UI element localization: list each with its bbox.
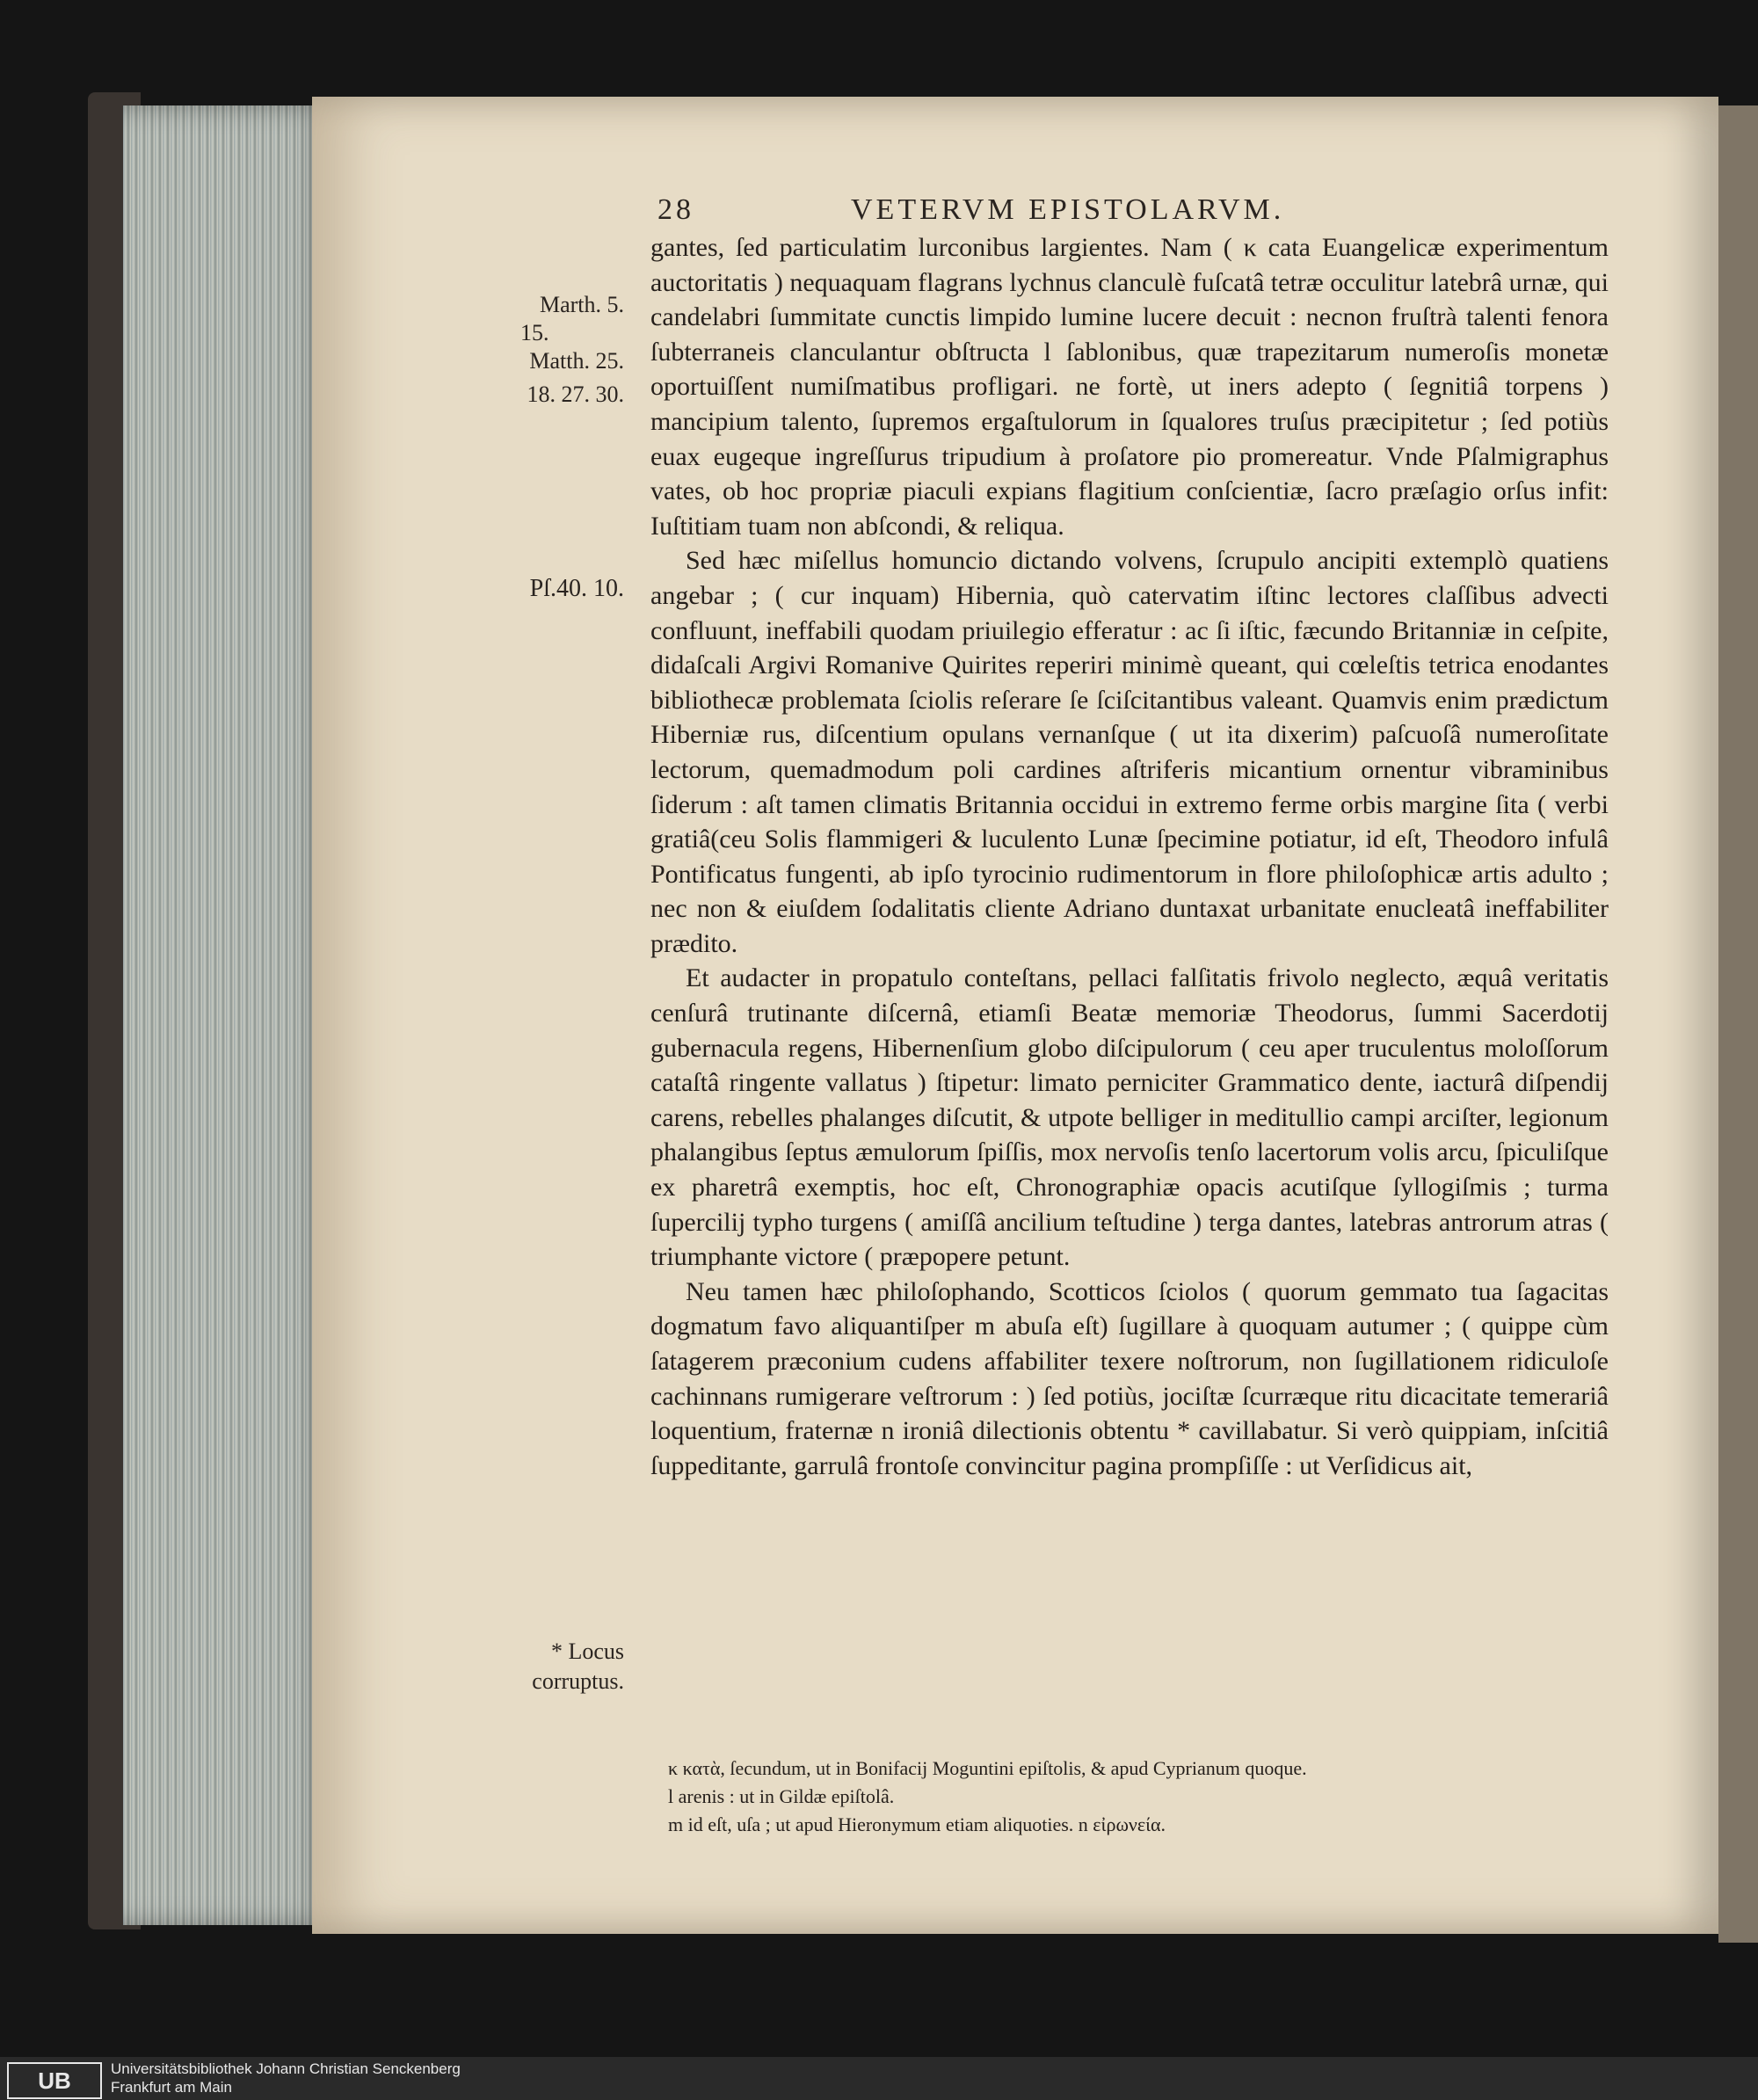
library-footer — [0, 2057, 1758, 2100]
margin-note: 15. — [520, 320, 549, 345]
margin-note: * Locus — [550, 1639, 624, 1664]
running-title: VETERVM EPISTOLARVM. — [851, 193, 1285, 226]
facing-page-edge — [1718, 105, 1758, 1943]
page-number: 28 — [657, 193, 694, 226]
paragraph: Sed hæc miſellus homuncio dictando volvens, ſcrupulo ancipiti extemplò quatiens angebar ; ( cur inquam) Hibernia, quò catervatim iſtinc lectores claſſibus advecti confluunt, ineffabili quodam priuilegio efferatur : ac ſi iſtic, fæcundo Britanniæ in ceſpite, didaſcali Argivi Romanive Quirites reperiri minimè queant, qui cœleſtis tetrica enodantes bibliothecæ problemata ſciolis reſerare ſe ſciſcitantibus valeant. Quamvis enim prædictum Hiberniæ rus, diſcentium opulans vernanſque ( ut ita dixerim) paſcuoſâ numeroſitate lectorum, quemadmodum poli cardines aſtriferis micantium ornentur vibraminibus ſiderum : aſt tamen climatis Britannia occidui in extremo ferme orbis margine ſita ( verbi gratiâ(ceu Solis flammigeri & luculento Lunæ ſpecimine potiatur, id eſt, Theodoro infulâ Pontificatus fungenti, ab ipſo tyrocinio rudimentorum in flore philoſophicæ artis adulto ; nec non & eiuſdem ſodalitatis cliente Adriano duntaxat urbanitate enucleatâ ineffabiliter prædito. — [650, 546, 1609, 958]
library-location: Frankfurt am Main — [111, 2079, 232, 2096]
library-name: Universitätsbibliothek Johann Christian Senckenberg — [111, 2060, 461, 2077]
margin-note: Pſ.40. 10. — [529, 575, 624, 602]
margin-note: Marth. 5. — [539, 292, 624, 317]
book-page-edges — [123, 105, 334, 1925]
paragraph: Neu tamen hæc philoſophando, Scotticos ſciolos ( quorum gemmato tua ſagacitas dogmatum favo aliquantiſper m abuſa eſt) ſugillare à quoquam autumer ; ( quippe cùm ſatagerem præconium cudens affabiliter texere noſtrorum, non ſugillationem ridiculoſe cachinnans rumigerare veſtrorum : ) ſed potiùs, jociſtæ ſcurræque ritu dicacitate temerariâ loquentium, fraternæ n ironiâ dilectionis obtentu * cavillabatur. Si verò quippiam, inſcitiâ ſuppeditante, garrulâ frontoſe convincitur pagina prompſiſſe : ut Verſidicus ait, — [650, 1276, 1609, 1480]
margin-note: 18. 27. 30. — [527, 381, 624, 407]
footnote: κ κατὰ, ſecundum, ut in Bonifacij Moguntini epiſtolis, & apud Cyprianum quoque. — [668, 1757, 1307, 1779]
footnote: l arenis : ut in Gildæ epiſtolâ. — [668, 1785, 895, 1807]
margin-note: corruptus. — [532, 1668, 624, 1694]
page-header — [657, 193, 1607, 229]
paragraph: gantes, ſed particulatim lurconibus largientes. Nam ( κ cata Euangelicæ experimentum auctoritatis ) nequaquam flagrans lychnus clanculè fuſcatâ tetræ occulitur latebrâ urnæ, qui candelabri ſummitate cunctis limpido lumine lucere decuit : necnon fruſtrà talenti fenora ſubterraneis clanculantur obſtructa l ſablonibus, quæ trapezitarum numeroſis monetæ oportuiſſent numiſmatibus profligari. ne fortè, ut iners adepto ( ſegnitiâ torpens ) mancipium talento, ſupremos ergaſtulorum in ſqualores truſus præcipitetur ; ſed potiùs euax eugeque ingreſſurus tripudium à proſatore pio promereatur. Vnde Pſalmigraphus vates, ob hoc propriæ piaculi expians flagitium conſcientiæ, ſacro præſagio orſus infit: Iuſtitiam tuam non abſcondi, & reliqua. — [650, 233, 1609, 541]
library-logo[interactable] — [7, 2062, 102, 2099]
footnote: m id eſt, uſa ; ut apud Hieronymum etiam aliquoties. n εἰρωνεία. — [668, 1813, 1166, 1835]
paragraph: Et audacter in propatulo conteſtans, pellaci falſitatis frivolo neglecto, æquâ veritatis cenſurâ trutinante diſcernâ, etiamſi Beatæ memoriæ Theodorus, ſummi Sacerdotij gubernacula regens, Hibernenſium globo diſcipulorum ( ceu aper truculentus moloſſorum cataſtâ ringente vallatus ) ſtipetur: limato perniciter Grammatico dente, iacturâ diſpendij carens, rebelles phalanges diſcutit, & utpote belliger in meditullio campi arciſter, legionum phalangibus ſeptus æmulorum ſpiſſis, mox nervoſis tenſo lacertorum volis arcu, ſpiculiſque ex pharetrâ exemptis, hoc eſt, Chronographiæ opacis acutiſque ſyllogiſmis ; turma ſupercilij typho turgens ( amiſſâ ancilium teſtudine ) terga dantes, latebras antrorum atras ( triumphante victore ( præpopere petunt. — [650, 963, 1609, 1272]
body-text — [650, 230, 1609, 1483]
footnotes — [668, 1755, 1600, 1839]
library-logo-text: UB — [38, 2067, 71, 2094]
margin-note: Matth. 25. — [529, 348, 624, 374]
